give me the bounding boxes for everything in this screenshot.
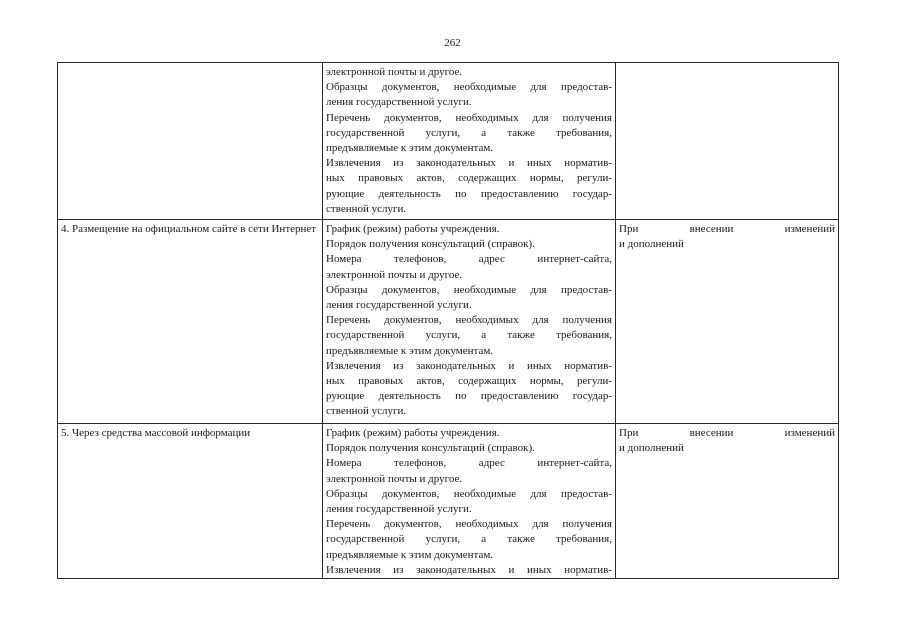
content-line: График (режим) работы учреждения. bbox=[326, 223, 500, 235]
page-number: 262 bbox=[444, 37, 461, 49]
content-line: Извлечения из законодательных и иных норматив- bbox=[326, 157, 612, 170]
content-line: Извлечения из законодательных и иных норматив- bbox=[326, 359, 612, 372]
content-line: предъявляемые к этим документам. bbox=[326, 142, 494, 155]
frequency-cell bbox=[616, 424, 839, 579]
content-line: ных правовых актов, содержащих нормы, регули- bbox=[326, 172, 612, 185]
content-line: Номера телефонов, адрес интернет-сайта, bbox=[326, 253, 612, 266]
content-line: электронной почты и другое. bbox=[326, 268, 463, 281]
content-line: рующие деятельность по предоставлению государ- bbox=[326, 187, 612, 200]
frequency-line: и дополнений bbox=[619, 442, 684, 455]
content-line: предъявляемые к этим документам. bbox=[326, 344, 494, 357]
content-line: График (режим) работы учреждения. bbox=[326, 427, 500, 439]
content-cell bbox=[323, 63, 616, 220]
frequency-line: При внесении изменений bbox=[619, 223, 835, 235]
content-cell bbox=[323, 424, 616, 579]
content-line: ственной услуги. bbox=[326, 405, 407, 418]
content-line: государственной услуги, а также требования, bbox=[326, 126, 612, 139]
document-table bbox=[57, 62, 839, 579]
content-line: государственной услуги, а также требования, bbox=[326, 329, 612, 342]
content-line: электронной почты и другое. bbox=[326, 66, 463, 78]
content-line: электронной почты и другое. bbox=[326, 472, 463, 485]
content-line: рующие деятельность по предоставлению государ- bbox=[326, 390, 612, 403]
table-row bbox=[58, 220, 839, 424]
content-line: ления государственной услуги. bbox=[326, 503, 472, 516]
content-line: Порядок получения консультаций (справок). bbox=[326, 442, 535, 455]
content-line: Номера телефонов, адрес интернет-сайта, bbox=[326, 457, 612, 470]
content-line: Образцы документов, необходимые для предостав- bbox=[326, 81, 612, 94]
table-row bbox=[58, 63, 839, 220]
content-line: государственной услуги, а также требования, bbox=[326, 533, 612, 546]
content-line: ственной услуги. bbox=[326, 202, 407, 215]
content-line: ления государственной услуги. bbox=[326, 299, 472, 312]
content-line: Перечень документов, необходимых для получения bbox=[326, 518, 612, 531]
frequency-line: и дополнений bbox=[619, 238, 684, 251]
content-line: Перечень документов, необходимых для получения bbox=[326, 314, 612, 327]
method-cell bbox=[58, 424, 323, 579]
content-line: Образцы документов, необходимые для предостав- bbox=[326, 487, 612, 500]
content-line: предъявляемые к этим документам. bbox=[326, 548, 494, 561]
content-line: Перечень документов, необходимых для получения bbox=[326, 111, 612, 124]
content-line: ления государственной услуги. bbox=[326, 96, 472, 109]
frequency-cell bbox=[616, 220, 839, 424]
content-line: Порядок получения консультаций (справок). bbox=[326, 238, 535, 251]
method-cell bbox=[58, 220, 323, 424]
frequency-line: При внесении изменений bbox=[619, 427, 835, 439]
method-text: 5. Через средства массовой информации bbox=[61, 427, 251, 439]
content-line: Извлечения из законодательных и иных норматив- bbox=[326, 563, 612, 576]
content-cell bbox=[323, 220, 616, 424]
method-cell bbox=[58, 63, 323, 220]
table-row bbox=[58, 424, 839, 579]
content-line: Образцы документов, необходимые для предостав- bbox=[326, 283, 612, 296]
method-text: 4. Размещение на официальном сайте в сети Интернет bbox=[61, 223, 317, 235]
content-line: ных правовых актов, содержащих нормы, регули- bbox=[326, 375, 612, 388]
frequency-cell bbox=[616, 63, 839, 220]
